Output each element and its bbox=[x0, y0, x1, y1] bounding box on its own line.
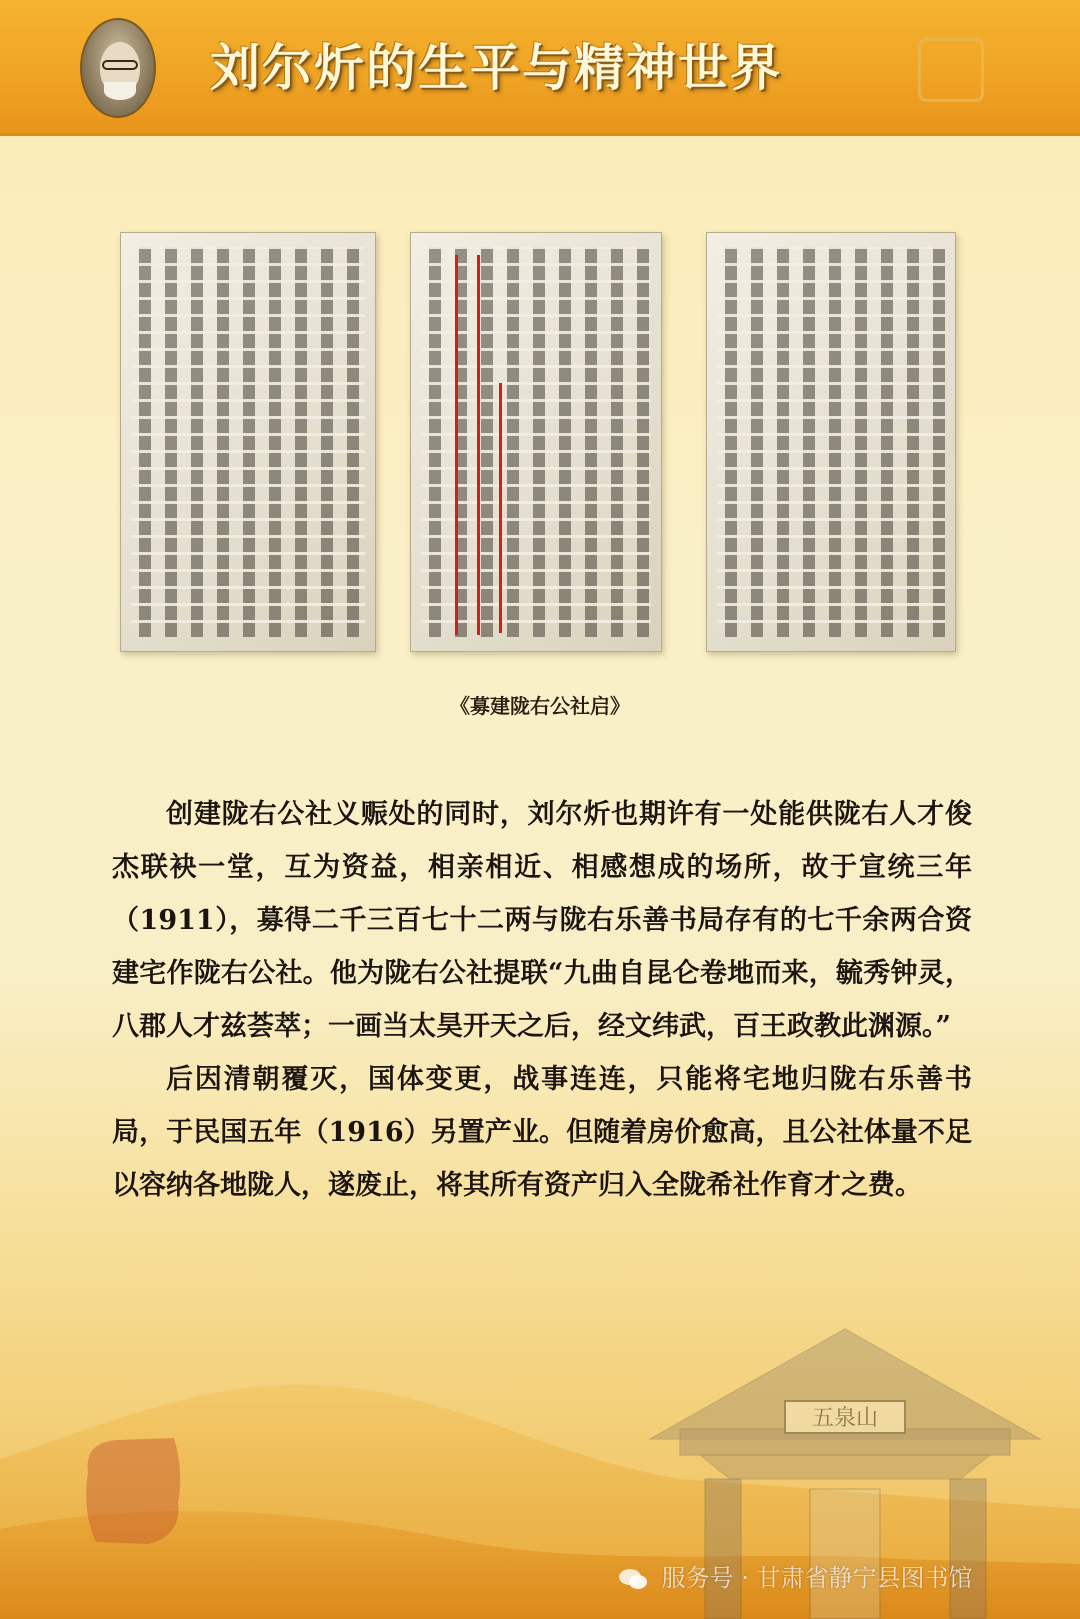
paragraph-2: 后因清朝覆灭，国体变更，战事连连，只能将宅地归陇右乐善书局，于民国五年（1916）另置产业。但随着房价愈高，且公社体量不足以容纳各地陇人，遂废止，将其所有资产归入全陇希社作育才之费。 bbox=[112, 1064, 972, 1201]
portrait-avatar bbox=[80, 18, 156, 118]
red-marker-line bbox=[455, 255, 458, 635]
paragraph-1: 创建陇右公社义赈处的同时，刘尔炘也期许有一处能供陇右人才俊杰联袂一堂，互为资益，相亲相近、相感想成的场所，故于宣统三年（1911），募得二千三百七十二两与陇右乐善书局存有的七千余两合资建宅作陇右公社。他为陇右公社提联“九曲自昆仑卷地而来，毓秀钟灵，八郡人才兹荟萃；一画当太昊开天之后，经文纬武，百王政教此渊源。” bbox=[112, 799, 972, 1042]
red-marker-line bbox=[499, 383, 502, 633]
corner-seal-stamp bbox=[78, 1432, 188, 1550]
red-marker-line bbox=[477, 255, 480, 635]
portrait-beard bbox=[104, 82, 136, 100]
figure-caption: 《募建陇右公社启》 bbox=[450, 694, 630, 718]
header-banner bbox=[0, 0, 1080, 136]
header-seal-logo bbox=[918, 38, 984, 102]
document-photo-left bbox=[120, 232, 376, 652]
document-text-texture bbox=[131, 247, 365, 637]
watermark-text bbox=[618, 1558, 973, 1598]
document-photo-right bbox=[706, 232, 956, 652]
page-title: 刘尔炘的生平与精神世界 bbox=[210, 39, 782, 97]
arch-plaque: 五泉山 bbox=[811, 1406, 879, 1431]
document-text-texture bbox=[717, 247, 945, 637]
article-body bbox=[112, 788, 972, 1212]
wechat-icon bbox=[618, 1567, 648, 1591]
document-photo-middle bbox=[410, 232, 662, 652]
watermark-label: 服务号 · 甘肃省静宁县图书馆 bbox=[661, 1564, 973, 1592]
portrait-glasses bbox=[102, 60, 138, 70]
